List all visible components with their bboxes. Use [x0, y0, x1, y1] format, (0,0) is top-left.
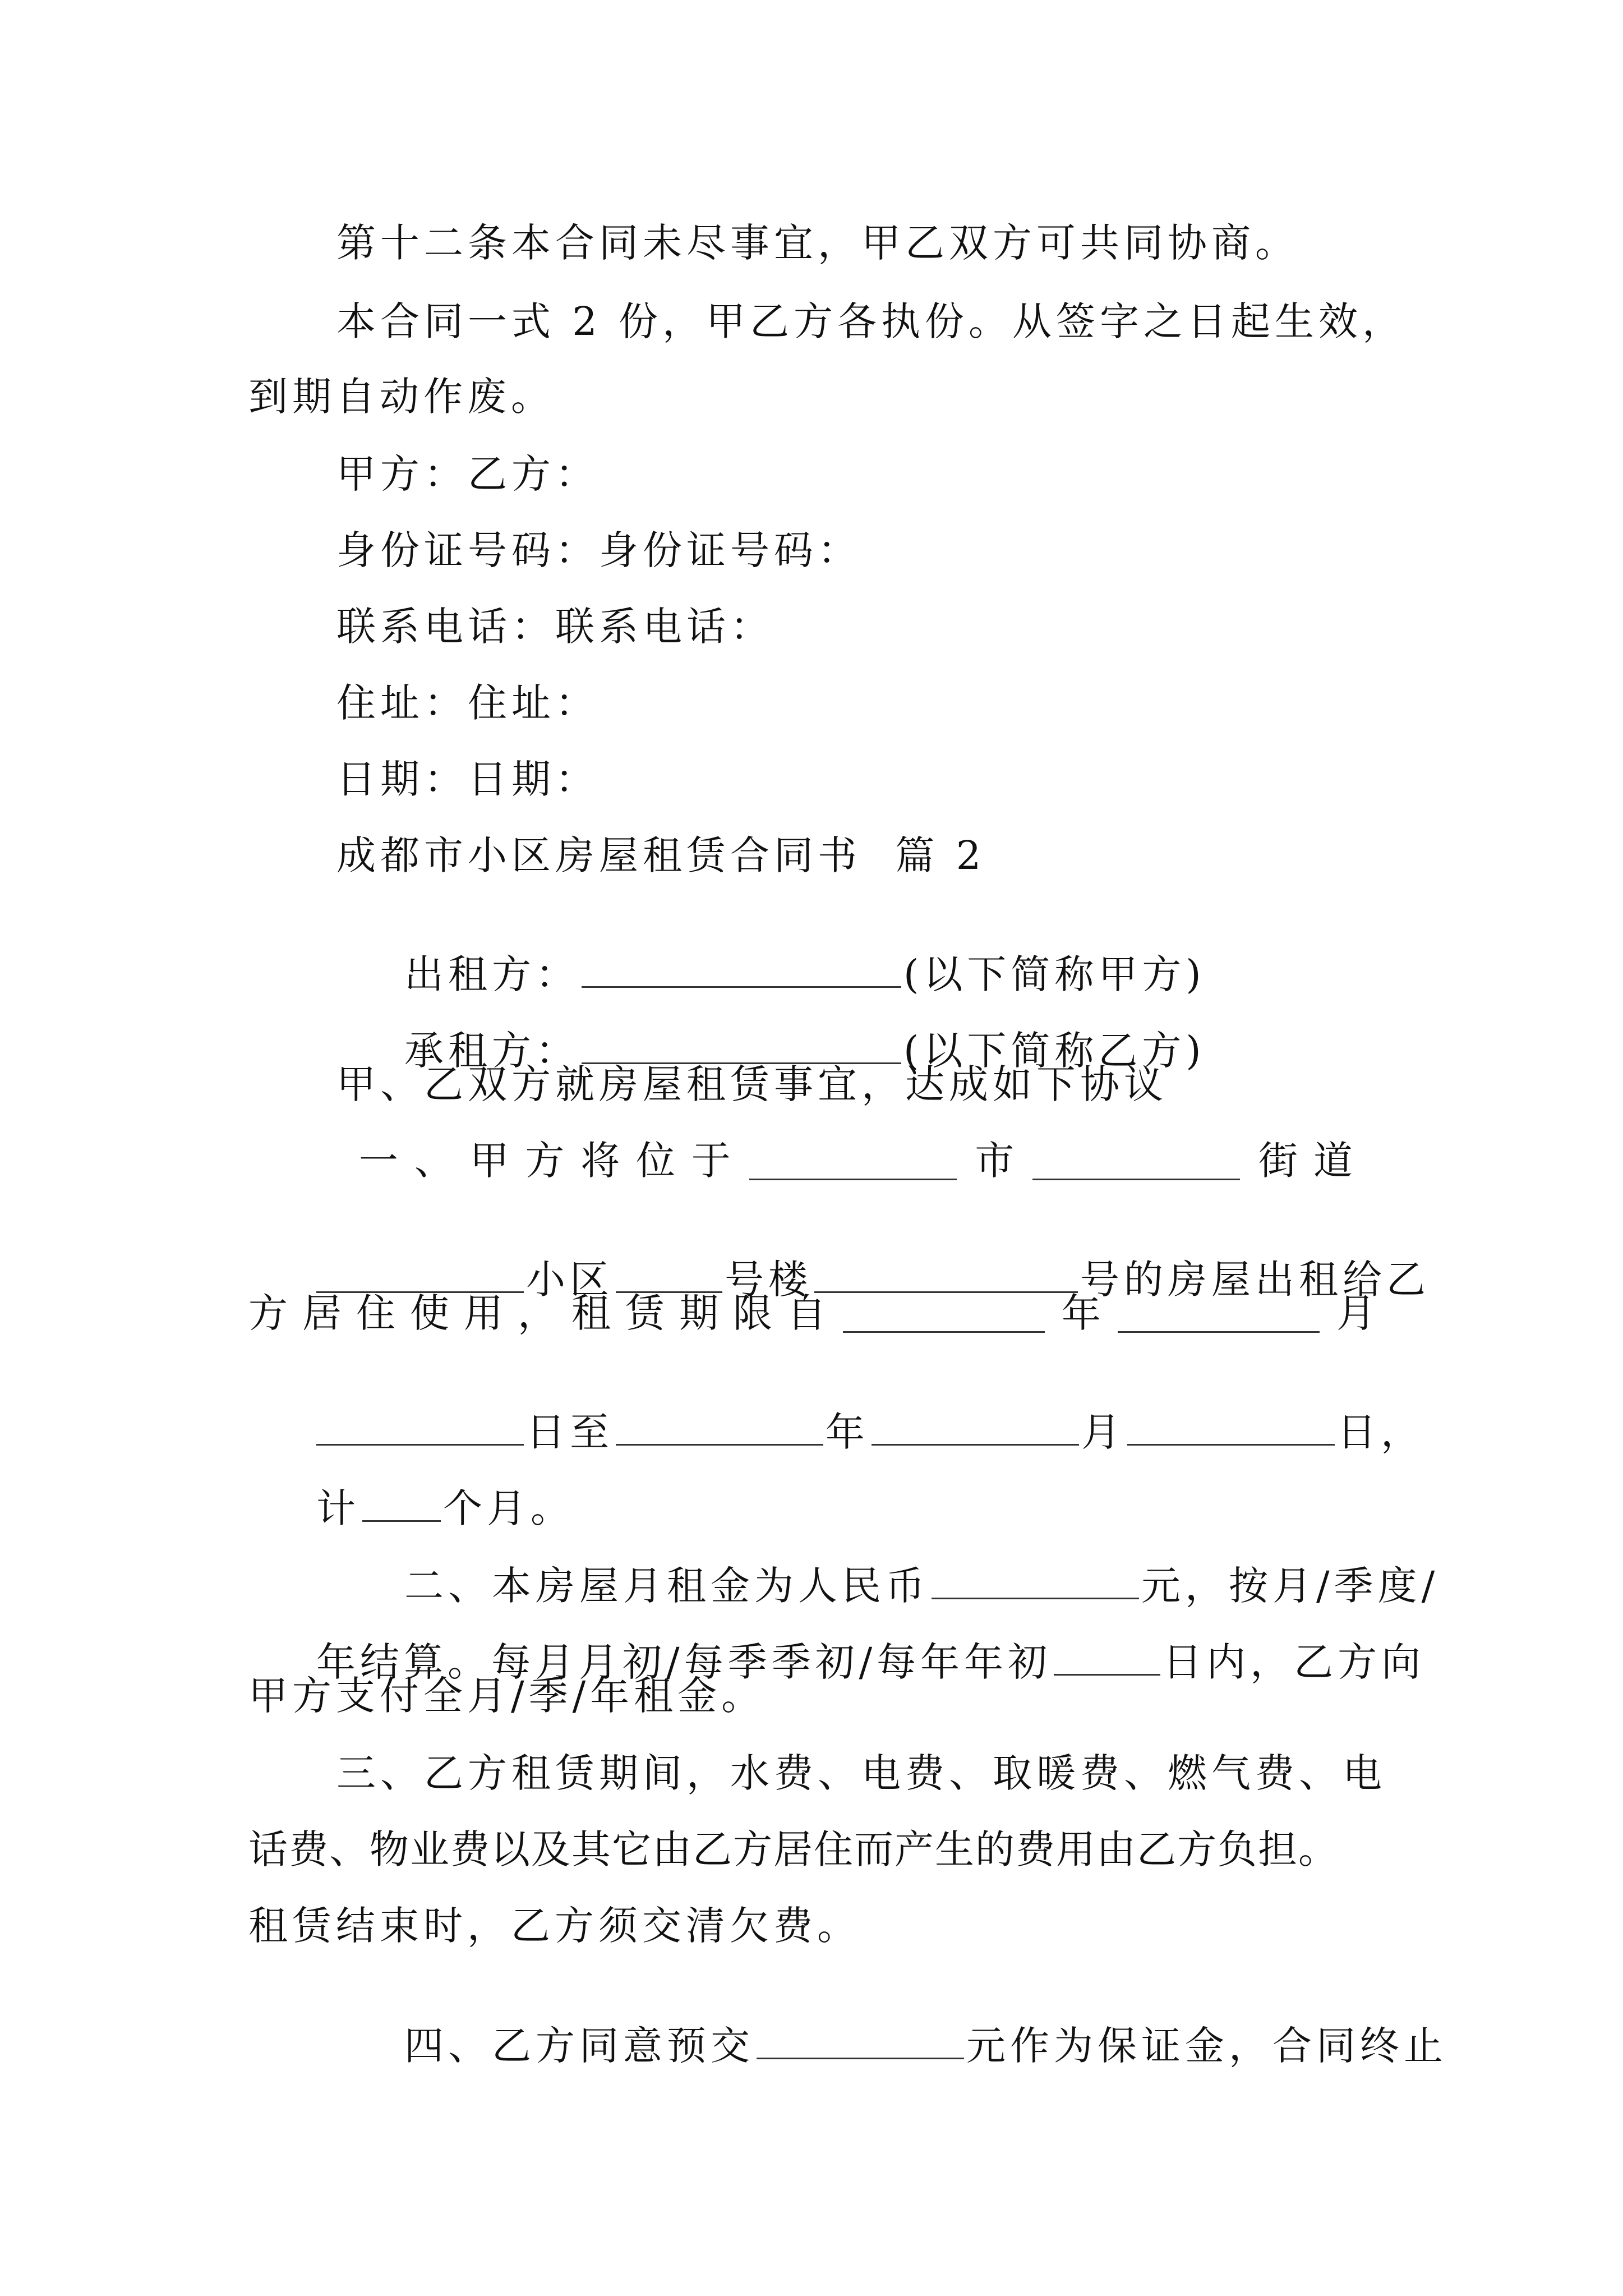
lessee-blank	[582, 1028, 901, 1064]
clause1-line2-end: 号的房屋出租给乙	[1080, 1257, 1431, 1303]
end-month-blank	[872, 1409, 1079, 1446]
clause1-building: 号楼	[725, 1257, 813, 1303]
city-blank	[749, 1144, 957, 1180]
lessor-label: 出租方：	[404, 951, 580, 997]
clause3-line3: 租赁结束时，乙方须交清欠费。	[248, 1903, 861, 1949]
clause1-char: 使	[410, 1290, 449, 1336]
clause1-char: 方	[248, 1290, 288, 1336]
start-year-blank	[843, 1296, 1045, 1333]
clause1-months: 个月。	[443, 1485, 575, 1531]
months-blank	[362, 1485, 441, 1522]
district-blank	[316, 1257, 524, 1293]
signature-parties: 甲方：乙方：	[336, 451, 599, 497]
lessee-suffix: (以下简称乙方)	[903, 1028, 1206, 1074]
clause1-char: 住	[356, 1290, 395, 1336]
room-blank	[814, 1257, 1078, 1293]
payment-days-blank	[1054, 1639, 1160, 1676]
end-day-blank	[1127, 1409, 1335, 1446]
section-title: 成都市小区房屋租赁合同书 篇 2	[336, 832, 986, 878]
lessee-label: 承租方：	[404, 1028, 580, 1074]
clause1-char: 将	[580, 1138, 620, 1184]
clause4-deposit-label: 四、乙方同意预交	[404, 2023, 755, 2069]
clause2-payment-period: 年结算。每月月初/每季季初/每年年初	[316, 1639, 1052, 1685]
clause1-char: 限	[733, 1290, 772, 1336]
rent-blank	[932, 1563, 1139, 1599]
clause2-rent-label: 二、本房屋月租金为人民币	[404, 1563, 930, 1609]
clause1-month: 月	[1336, 1290, 1376, 1336]
street-blank	[1032, 1144, 1240, 1180]
lessor-suffix: (以下简称甲方)	[903, 951, 1206, 997]
clause1-char: 位	[635, 1138, 675, 1184]
clause1-end-day: 日，	[1337, 1409, 1425, 1455]
start-day-blank	[316, 1409, 524, 1446]
clause1-char: 租	[571, 1290, 611, 1336]
start-month-blank	[1118, 1296, 1320, 1333]
agreement-intro: 甲、乙双方就房屋租赁事宜，达成如下协议	[336, 1061, 1168, 1107]
clause4-deposit-end: 元作为保证金，合同终止	[966, 2023, 1448, 2069]
signature-phone: 联系电话：联系电话：	[336, 604, 774, 650]
clause1-char: 自	[787, 1290, 826, 1336]
paragraph-article-12: 第十二条本合同未尽事宜，甲乙双方可共同协商。	[336, 220, 1299, 266]
clause1-street: 街道	[1258, 1138, 1368, 1184]
clause1-char: 于	[691, 1138, 731, 1184]
clause1-year: 年	[1062, 1290, 1101, 1336]
clause1-char: 赁	[625, 1290, 665, 1336]
clause1-end-month: 月	[1081, 1409, 1126, 1455]
clause2-billing: 元，按月/季度/	[1141, 1563, 1440, 1609]
clause2-payment-end: 日内，乙方向	[1163, 1639, 1426, 1685]
clause1-xiaoqu: 小区	[526, 1257, 614, 1303]
clause1-char: ，	[518, 1290, 557, 1336]
clause1-char: 方	[525, 1138, 565, 1184]
clause1-end-year: 年	[826, 1409, 870, 1455]
clause4-line1	[336, 1984, 1447, 2105]
clause1-char: 期	[679, 1290, 718, 1336]
paragraph-copies-line2: 到期自动作废。	[248, 374, 555, 420]
paragraph-copies-line1: 本合同一式 2 份，甲乙方各执份。从签字之日起生效，	[336, 298, 1407, 344]
end-year-blank	[616, 1409, 823, 1446]
clause1-char: 甲	[469, 1138, 509, 1184]
clause1-total: 计	[316, 1485, 361, 1531]
clause1-char: 一	[359, 1138, 398, 1184]
clause1-char: 居	[302, 1290, 342, 1336]
clause1-day-to: 日至	[526, 1409, 614, 1455]
clause1-line1	[359, 1138, 1368, 1184]
signature-date: 日期：日期：	[336, 756, 599, 802]
signature-id-number: 身份证号码：身份证号码：	[336, 527, 861, 573]
signature-address: 住址：住址：	[336, 680, 599, 726]
clause1-char: 、	[414, 1138, 454, 1184]
clause3-line2: 话费、物业费以及其它由乙方居住而产生的费用由乙方负担。	[248, 1826, 1339, 1872]
lessor-blank	[582, 951, 901, 988]
clause3-line1: 三、乙方租赁期间，水费、电费、取暖费、燃气费、电	[336, 1750, 1386, 1796]
clause1-char: 用	[464, 1290, 503, 1336]
deposit-blank	[757, 2023, 964, 2059]
clause1-city: 市	[975, 1138, 1015, 1184]
clause1-line3	[248, 1290, 1376, 1336]
clause2-line3: 甲方支付全月/季/年租金。	[248, 1673, 766, 1719]
building-blank	[616, 1257, 722, 1293]
